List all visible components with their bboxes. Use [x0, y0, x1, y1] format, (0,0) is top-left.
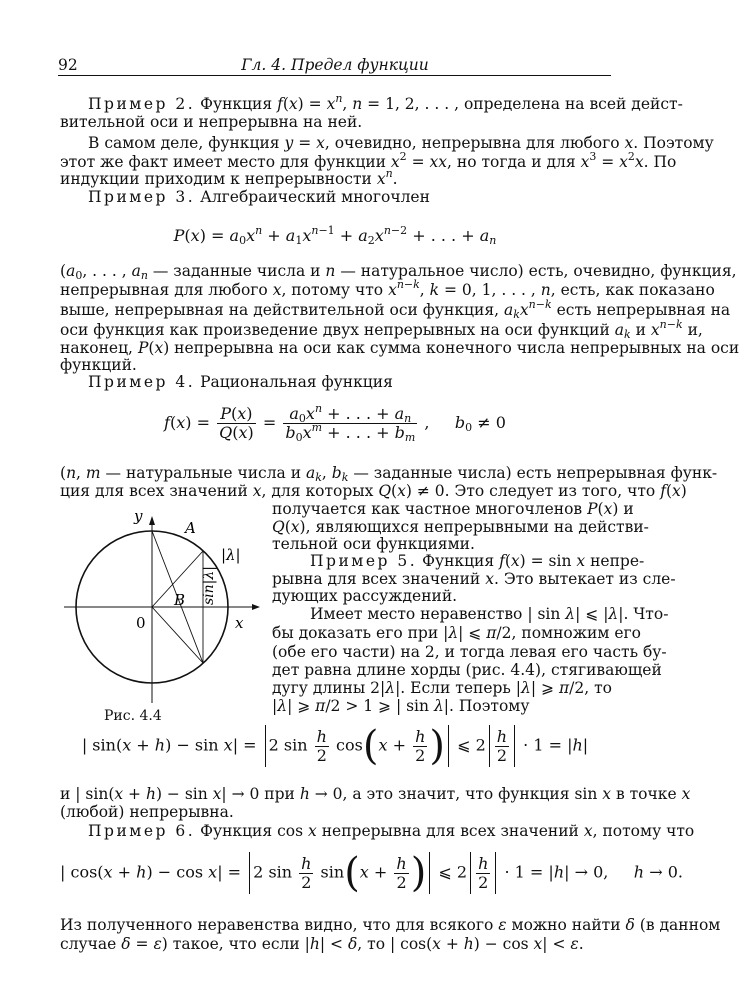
text-line: Пример 6. Функция cos x непрерывна для всех значений x, потому что	[88, 822, 695, 840]
y-axis-arrow	[149, 516, 155, 525]
text-line: вительной оси и непрерывна на ней.	[60, 113, 363, 131]
label-x: x	[235, 614, 244, 632]
equation-sin-inequality: | sin(x + h) − sin x| = 2 sin $\frac{h}{2}$ cos(x + $\frac{h}{2}$ ) ⩽ 2 $\frac{h}{2}$ · 1 = |h|	[81, 723, 589, 769]
x-axis-arrow	[252, 604, 260, 610]
text-line: бы доказать его при |λ| ⩽ π/2, помножим его	[272, 624, 641, 642]
text-line: Имеет место неравенство | sin λ| ⩽ |λ|. Что-	[310, 605, 669, 623]
text-line: Пример 4. Рациональная функция	[88, 373, 393, 391]
radius-lower	[152, 607, 203, 663]
text-line: получается как частное многочленов P(x) и	[272, 500, 634, 518]
text-line: (n, m — натуральные числа и $a_k$, $b_k$ — заданные числа) есть непрерывная функ-	[60, 464, 718, 484]
text-line: Пример 2. Функция $f(x) = x^n$, n = 1, 2, . . . , определена на всей дейст-	[88, 92, 683, 113]
text-line: (любой) непрерывна.	[60, 803, 234, 821]
text-line: наконец, P(x) непрерывна на оси как сумма конечного числа непрерывных на оси	[60, 339, 739, 357]
label-chord-sin: sin|λ|	[201, 566, 217, 605]
text-line: оси функция как произведение двух непрерывных на оси функций $a_k$ и $x^{n-k}$ и,	[60, 318, 703, 341]
text-line: Из полученного неравенства видно, что для всякого ε можно найти δ (в данном	[60, 916, 721, 934]
equation-rational: f(x) = $\frac{P(x)}{Q(x)}$ = $\frac{a_0x^n + . . . + a_n}{b_0x^m + . . . + b_m}$ , $b_0 \ne 0$	[164, 402, 506, 444]
text-line: В самом деле, функция y = x, очевидно, непрерывна для любого x. Поэтому	[88, 134, 714, 152]
equation-polynomial: $P(x) = a_0x^n + a_1x^{n-1} + a_2x^{n-2}$ + . . . + $a_n$	[173, 224, 497, 247]
unit-circle-figure	[64, 505, 264, 705]
text-line: индукции приходим к непрерывности $x^n$.	[60, 167, 398, 188]
label-origin: 0	[136, 614, 146, 632]
text-line: (обе его части) на 2, и тогда левая его часть бу-	[272, 643, 667, 661]
text-line: этот же факт имеет место для функции $x^2$ = xx, но тогда и для $x^3 = x^2x$. По	[60, 150, 677, 171]
text-line: непрерывная для любого x, потому что $x^{n-k}$, k = 0, 1, . . . , n, есть, как показано	[60, 278, 715, 299]
text-line: ($a_0$, . . . , $a_n$ — заданные числа и n — натуральное число) есть, очевидно, функция,	[60, 262, 737, 282]
label-b: B	[174, 591, 186, 609]
text-line: дующих рассуждений.	[272, 587, 458, 605]
text-line: и | sin(x + h) − sin x| → 0 при h → 0, а это значит, что функция sin x в точке x	[60, 785, 691, 803]
text-line: рывна для всех значений x. Это вытекает из сле-	[272, 570, 676, 588]
text-line: |λ| ⩾ π/2 > 1 ⩾ | sin λ|. Поэтому	[272, 697, 530, 715]
page-number: 92	[58, 56, 78, 74]
text-line: тельной оси функциями.	[272, 535, 475, 553]
chapter-title: Гл. 4. Предел функции	[241, 56, 429, 74]
label-a: A	[185, 519, 196, 537]
text-line: дет равна длине хорды (рис. 4.4), стягивающей	[272, 661, 662, 679]
text-line: дугу длины 2|λ|. Если теперь |λ| ⩾ π/2, то	[272, 679, 612, 697]
text-line: функций.	[60, 356, 137, 374]
equation-cos-inequality: | cos(x + h) − cos x| = 2 sin $\frac{h}{2}$ sin(x + $\frac{h}{2}$ ) ⩽ 2 $\frac{h}{2}$ · 1 = |h| → 0, h → 0.	[60, 850, 683, 896]
text-line: случае δ = ε) такое, что если |h| < δ, то | cos(x + h) − cos x| < ε.	[60, 935, 584, 953]
label-y: y	[134, 507, 143, 525]
figure-caption: Рис. 4.4	[104, 708, 162, 724]
text-line: Q(x), являющихся непрерывными на действи-	[272, 518, 649, 536]
header-rule	[58, 75, 611, 76]
text-line: ция для всех значений x, для которых Q(x) ≠ 0. Это следует из того, что f(x)	[60, 482, 687, 500]
text-line: Пример 5. Функция f(x) = sin x непре-	[310, 552, 645, 570]
label-arc-length: |λ|	[221, 546, 241, 564]
text-line: выше, непрерывная на действительной оси функция, $a_kx^{n-k}$ есть непрерывная на	[60, 298, 731, 321]
text-line: Пример 3. Алгебраический многочлен	[88, 188, 430, 206]
